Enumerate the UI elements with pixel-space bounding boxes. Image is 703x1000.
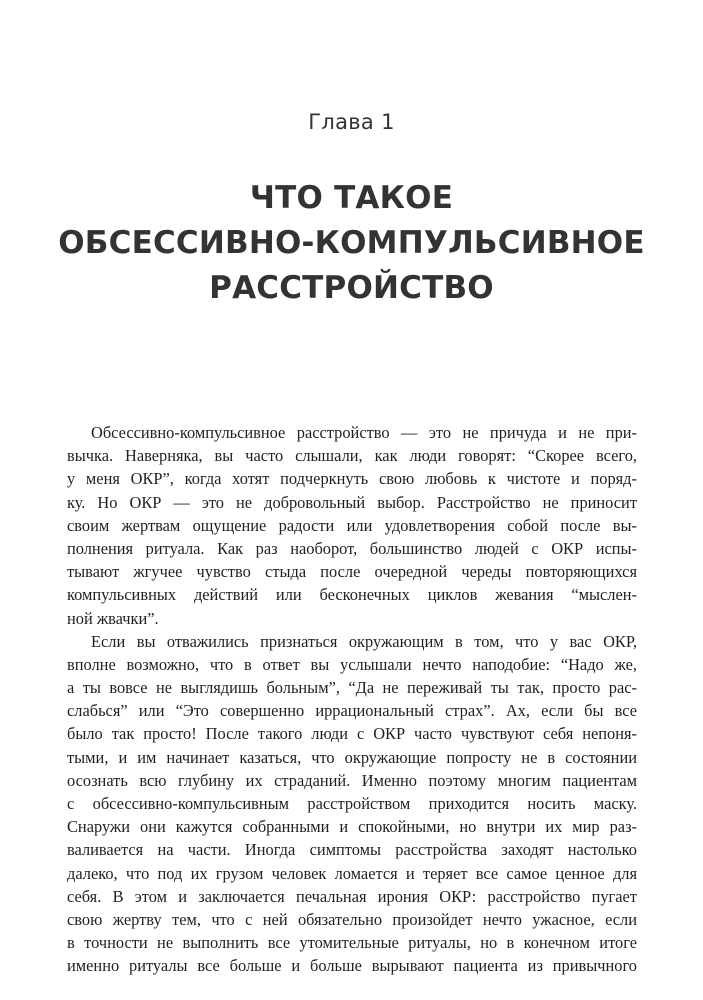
chapter-title-line: ЧТО ТАКОЕ xyxy=(249,180,454,216)
text-line: Обсессивно-компульсивное расстройство — это не причуда и не при- xyxy=(91,423,637,442)
text-line: слабься” или “Это совершенно иррациональный страх”. Ах, если бы все xyxy=(67,701,637,721)
text-line: вполне возможно, что в ответ вы услышали нечто наподобие: “Надо же, xyxy=(67,654,637,674)
text-line: осознать всю глубину их страданий. Именно поэтому многим пациентам xyxy=(67,770,637,790)
text-line: себя. В этом и заключается печальная ирония ОКР: расстройство пугает xyxy=(67,886,637,906)
text-line: в точности не выполнить все утомительные ритуалы, но в конечном итоге xyxy=(67,933,637,953)
text-line: а ты вовсе не выглядишь больным”, “Да не переживай ты так, просто рас- xyxy=(67,678,637,698)
text-line: тывают жгучее чувство стыда после очередной череды повторяющихся xyxy=(67,562,637,582)
chapter-title-line: ОБСЕССИВНО-КОМПУЛЬСИВНОЕ xyxy=(58,225,645,261)
text-line: свою жертву тем, что с ней обязательно произойдет нечто ужасное, если xyxy=(67,909,637,929)
chapter-title xyxy=(0,176,703,311)
body-text xyxy=(67,421,637,978)
text-line: именно ритуалы все больше и больше вырывают пациента из привычного xyxy=(67,956,637,976)
text-line: было так просто! После такого люди с ОКР часто чувствуют себя непоня- xyxy=(67,724,637,744)
text-line: тыми, и им начинает казаться, что окружающие попросту не в состоянии xyxy=(67,747,637,767)
text-line: ной жвачки”. xyxy=(67,608,159,628)
text-line: валивается на части. Иногда симптомы расстройства заходят настолько xyxy=(67,840,637,860)
text-line: полнения ритуала. Как раз наоборот, большинство людей с ОКР испы- xyxy=(67,538,637,558)
text-line: своим жертвам ощущение радости или удовлетворения собой после вы- xyxy=(67,515,637,535)
chapter-number: Глава 1 xyxy=(308,110,395,134)
chapter-title-line: РАССТРОЙСТВО xyxy=(209,270,494,306)
text-line: с обсессивно-компульсивным расстройством приходится носить маску. xyxy=(67,794,637,813)
text-line: у меня ОКР”, когда хотят подчеркнуть свою любовь к чистоте и поряд- xyxy=(67,469,637,489)
text-line: ку. Но ОКР — это не добровольный выбор. Расстройство не приносит xyxy=(67,492,637,512)
text-line: далеко, что под их грузом человек ломается и теряет все самое ценное для xyxy=(67,863,637,883)
text-line: Если вы отважились признаться окружающим в том, что у вас ОКР, xyxy=(91,631,637,651)
text-line: Снаружи они кажутся собранными и спокойными, но внутри их мир раз- xyxy=(67,817,637,837)
text-line: компульсивных действий или бесконечных циклов жевания “мыслен- xyxy=(67,585,637,605)
text-line: вычка. Наверняка, вы часто слышали, как люди говорят: “Скорее всего, xyxy=(67,446,637,466)
